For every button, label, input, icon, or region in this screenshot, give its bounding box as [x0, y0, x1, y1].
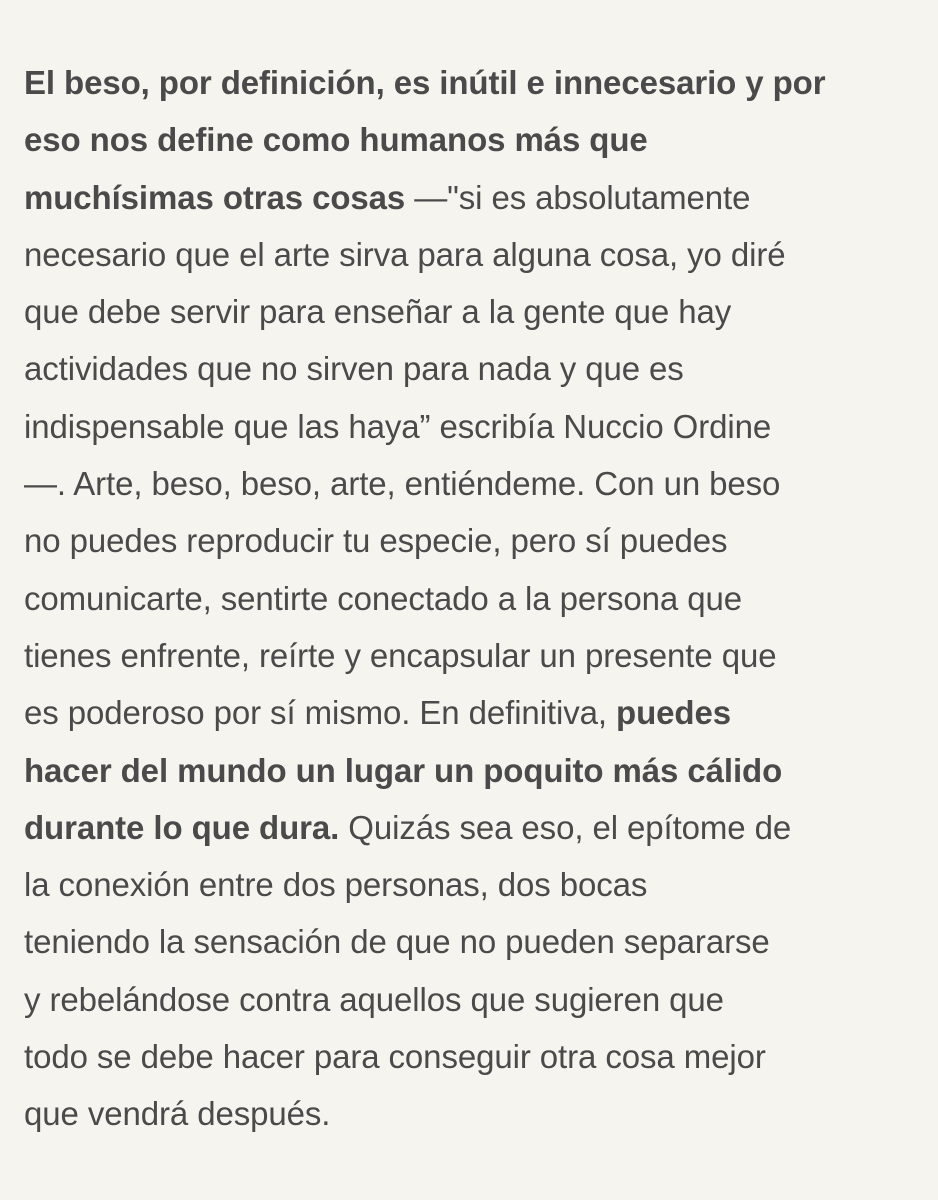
text-line: [24, 799, 924, 856]
text-segment: todo se debe hacer para conseguir otra cosa mejor: [24, 1038, 766, 1076]
text-line: [24, 54, 924, 111]
text-segment: necesario que el arte sirva para alguna cosa, yo diré: [24, 235, 786, 273]
text-segment: la conexión entre dos personas, dos bocas: [24, 866, 648, 904]
text-segment: indispensable que las haya” escribía Nuccio Ordine: [24, 407, 772, 445]
text-segment: —. Arte, beso, beso, arte, entiéndeme. Con un beso: [24, 465, 781, 503]
text-line: [24, 226, 924, 283]
text-line: [24, 856, 924, 913]
text-line: [24, 1028, 924, 1085]
text-line: [24, 340, 924, 397]
text-line: [24, 913, 924, 970]
text-line: [24, 1085, 924, 1142]
text-line: [24, 398, 924, 455]
bold-text-segment: puedes: [616, 694, 731, 732]
text-segment: teniendo la sensación de que no pueden separarse: [24, 923, 770, 961]
text-segment: actividades que no sirven para nada y que es: [24, 350, 684, 388]
bold-text-segment: eso nos define como humanos más que: [24, 121, 648, 159]
text-line: [24, 512, 924, 569]
article-paragraph: [24, 54, 924, 1143]
text-line: [24, 455, 924, 512]
text-segment: Quizás sea eso, el epítome de: [339, 808, 792, 846]
text-line: [24, 742, 924, 799]
bold-text-segment: hacer del mundo un lugar un poquito más cálido: [24, 751, 783, 789]
text-line: [24, 283, 924, 340]
text-segment: y rebelándose contra aquellos que sugieren que: [24, 980, 724, 1018]
text-line: [24, 627, 924, 684]
text-line: [24, 169, 924, 226]
text-line: [24, 570, 924, 627]
text-line: [24, 971, 924, 1028]
text-segment: comunicarte, sentirte conectado a la persona que: [24, 579, 742, 617]
text-line: [24, 111, 924, 168]
bold-text-segment: El beso, por definición, es inútil e innecesario y por: [24, 64, 826, 101]
bold-text-segment: muchísimas otras cosas: [24, 178, 406, 216]
text-line: [24, 684, 924, 741]
text-segment: tienes enfrente, reírte y encapsular un presente que: [24, 636, 777, 674]
text-segment: no puedes reproducir tu especie, pero sí puedes: [24, 522, 728, 560]
text-segment: es poderoso por sí mismo. En definitiva,: [24, 694, 617, 732]
text-segment: —"si es absolutamente: [405, 178, 751, 216]
text-segment: que debe servir para enseñar a la gente que hay: [24, 293, 732, 331]
text-segment: que vendrá después.: [24, 1095, 331, 1133]
bold-text-segment: durante lo que dura.: [24, 808, 340, 846]
